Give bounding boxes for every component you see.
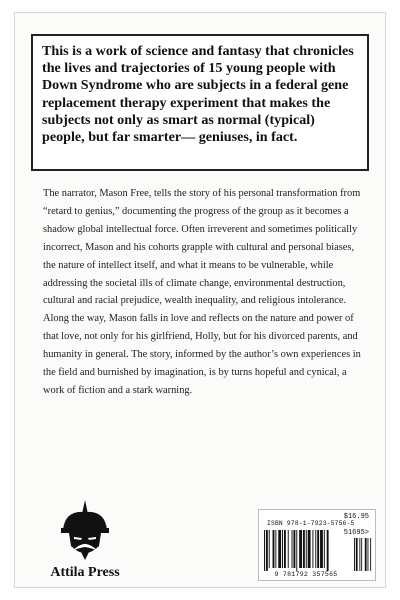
isbn-label: ISBN 978-1-7923-5756-5 [267,520,355,527]
description-text: The narrator, Mason Free, tells the story of his personal transformation from “retard to genius,” documenting the progress of the group as it becomes a shadow global intellectual force. Often irreverent and sometimes politically incorrect, Mason and his cohorts grapple with cultural and personal biases, the nature of intellect itself, and what it means to be vulnerable, while addressing the societal ills of climate change, environmental destruction, cultural and racial prejudice, wealth inequality, and religious intolerance. Along the way, Mason falls in love and reflects on the nature and power of that love, not only for his girlfriend, Holly, but for his divorced parents, and humanity in general. The story, informed by the author’s own experiences in the field and burnished by imagination, is by turns hopeful and cynical, a work of fiction and a stark warning. [43,188,361,396]
isbn-barcode [258,509,376,581]
publisher-name: Attila Press [50,565,120,580]
barcode-bars [264,530,372,571]
barcode-digits: 9 781792 357565 [274,571,338,578]
price-label: $16.95 [343,513,369,521]
warrior-head-icon [55,500,115,560]
blurb-text: This is a work of science and fantasy that chronicles the lives and trajectories of 15 young people with Down Syndrome who are subjects in a federal gene replacement therapy experiment that makes the subjects not only as smart as normal (typical) people, but far smarter— geniuses, in fact. [42,43,354,146]
addon-code: 51695> [343,529,369,537]
blurb-box [31,34,369,171]
